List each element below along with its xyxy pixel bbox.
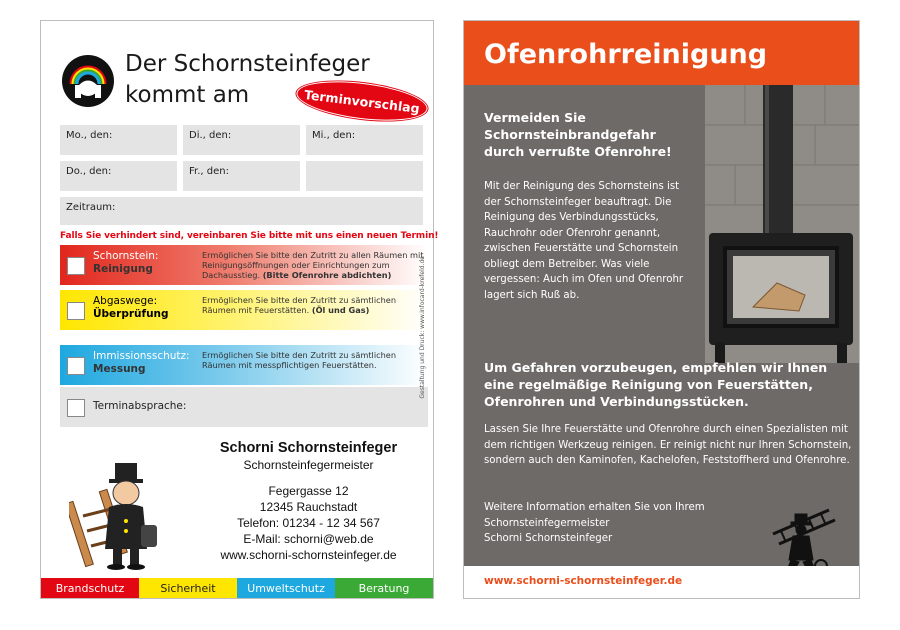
task-label	[93, 250, 158, 276]
task-desc-note: (Bitte Ofenrohre abdichten)	[262, 270, 392, 280]
company-street: Fegergasse 12	[268, 484, 349, 498]
chimney-sweep-mascot-icon	[69, 461, 169, 571]
checkbox-chimney-cleaning[interactable]	[67, 257, 85, 275]
checkbox-flue-inspection[interactable]	[67, 302, 85, 320]
task-desc-text: Ermöglichen Sie bitte den Zutritt zu sämtlichen Räumen mit messpflichtigen Feuerstätten.	[202, 350, 397, 370]
company-address	[196, 439, 421, 563]
task-title: Immissionsschutz:	[93, 350, 190, 362]
title-line-2: kommt am	[125, 82, 250, 108]
task-description	[202, 350, 427, 370]
task-flue-inspection	[60, 290, 428, 330]
day-field-empty[interactable]	[306, 161, 423, 191]
headline-1: Vermeiden Sie Schornsteinbrandgefahr durch verrußte Ofenrohre!	[484, 110, 672, 159]
timeframe-field[interactable]: Zeitraum:	[60, 197, 423, 225]
task-chimney-cleaning	[60, 245, 428, 285]
task-type: Überprüfung	[93, 308, 169, 320]
contact-paragraph	[484, 500, 754, 547]
task-desc-text: Ermöglichen Sie bitte den Zutritt zu allen Räumen mit Reinigungsöffnungen oder Einrichtungen zum Dachausstieg.	[202, 250, 424, 280]
wood-stove-photo	[705, 85, 859, 363]
task-label	[93, 350, 190, 376]
task-emission-measurement	[60, 345, 428, 385]
chimney-sweep-guild-logo-icon	[61, 54, 115, 108]
checkbox-appointment-agreement[interactable]	[67, 399, 85, 417]
appointment-badge: Terminvorschlag	[294, 75, 429, 127]
info-card	[463, 20, 860, 599]
print-credit: Gestaltung und Druck: www.infocard-krefeld.de	[419, 256, 426, 399]
contact-line-3: Schorni Schornsteinfeger	[484, 533, 613, 544]
paragraph-2: Lassen Sie Ihre Feuerstätte und Ofenrohre durch einen Spezialisten mit dem richtigen Werkzeug reinigen. Er reinigt nicht nur Ihren Schornstein, sondern auch den Kaminofen, Kachelofen, Feststoffherd und Ofenrohre.	[484, 424, 852, 466]
service-fire-protection: Brandschutz	[41, 578, 139, 598]
info-footer	[464, 566, 859, 598]
service-bar	[41, 578, 433, 598]
company-email: E-Mail: schorni@web.de	[243, 532, 374, 546]
day-field-tuesday[interactable]: Di., den:	[183, 125, 300, 155]
day-field-friday[interactable]: Fr., den:	[183, 161, 300, 191]
task-desc-note: (Öl und Gas)	[311, 305, 370, 315]
task-type: Messung	[93, 363, 146, 375]
company-website[interactable]: www.schorni-schornsteinfeger.de	[220, 548, 397, 562]
appointment-card	[40, 20, 439, 599]
reschedule-warning: Falls Sie verhindert sind, vereinbaren Sie bitte mit uns einen neuen Termin!	[60, 231, 439, 241]
task-description	[202, 295, 427, 315]
company-name: Schorni Schornsteinfeger	[219, 440, 398, 456]
contact-line-2: Schornsteinfegermeister	[484, 517, 610, 529]
task-title: Schornstein:	[93, 250, 159, 262]
info-title: Ofenrohrreinigung	[484, 39, 768, 70]
task-appointment-agreement	[60, 387, 428, 427]
company-phone: Telefon: 01234 - 12 34 567	[237, 516, 380, 530]
task-title: Terminabsprache:	[93, 400, 187, 412]
checkbox-emission-measurement[interactable]	[67, 357, 85, 375]
company-role: Schornsteinfegermeister	[243, 458, 374, 472]
service-consulting: Beratung	[335, 578, 433, 598]
service-safety: Sicherheit	[139, 578, 237, 598]
headline-2: Um Gefahren vorzubeugen, empfehlen wir Ihnen eine regelmäßige Reinigung von Feuerstätten, Ofenrohren und Verbindungsstücken.	[484, 360, 828, 409]
company-city: 12345 Rauchstadt	[259, 500, 358, 514]
task-description	[202, 250, 427, 280]
paragraph-1: Mit der Reinigung des Schornsteins ist der Schornsteinfeger beauftragt. Die Reinigung des Verbindungsstücks, Rauchrohr oder Ofenrohr genannt, zwischen Feuerstätte und Schornstein obliegt dem Betreiber. Was viele vergessen: Auch im Ofen und Ofenrohr lagert sich Ruß ab.	[484, 181, 684, 301]
service-environment: Umweltschutz	[237, 578, 335, 598]
title-line-1: Der Schornsteinfeger	[125, 51, 370, 77]
day-field-monday[interactable]: Mo., den:	[60, 125, 177, 155]
task-type: Reinigung	[93, 263, 153, 275]
info-header	[464, 21, 859, 85]
contact-line-1: Weitere Information erhalten Sie von Ihrem	[484, 502, 705, 513]
day-field-thursday[interactable]: Do., den:	[60, 161, 177, 191]
day-field-wednesday[interactable]: Mi., den:	[306, 125, 423, 155]
task-label	[93, 295, 169, 321]
footer-website-link[interactable]: www.schorni-schornsteinfeger.de	[484, 575, 683, 587]
task-title: Abgaswege:	[93, 295, 158, 307]
task-desc-text: Ermöglichen Sie bitte den Zutritt zu sämtlichen Räumen mit Feuerstätten.	[202, 295, 397, 315]
